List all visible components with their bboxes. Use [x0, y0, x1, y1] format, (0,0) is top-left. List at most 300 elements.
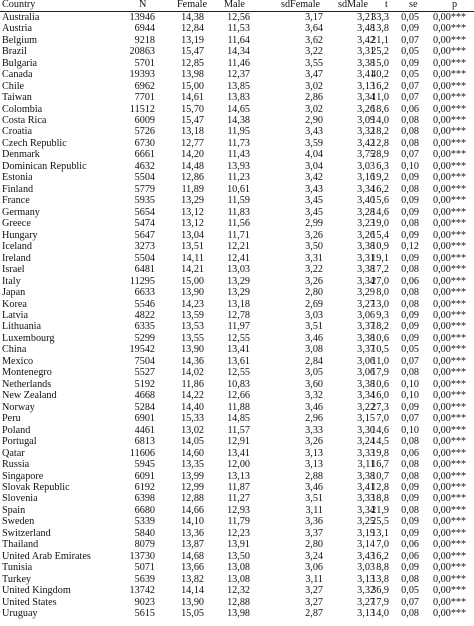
- cell-country: Slovak Republic: [2, 482, 70, 494]
- cell-n: 19393: [129, 69, 155, 81]
- cell-n: 9218: [134, 34, 155, 46]
- cell-se: 0,10: [401, 424, 419, 436]
- cell-sd-male: 3,42: [357, 137, 375, 149]
- table-row: [0, 195, 474, 206]
- cell-country: Portugal: [2, 436, 37, 448]
- cell-sd-male: 3,31: [357, 252, 375, 264]
- cell-se: 0,05: [401, 344, 419, 356]
- cell-p: 0,00***: [433, 550, 467, 562]
- cell-se: 0,09: [401, 401, 419, 413]
- cell-male: 14,38: [227, 115, 250, 127]
- cell-p: 0,00***: [433, 516, 467, 528]
- cell-male: 13,03: [227, 264, 250, 276]
- table-row: [0, 425, 474, 436]
- cell-n: 6944: [134, 23, 155, 35]
- cell-sd-female: 3,47: [305, 69, 323, 81]
- cell-p: 0,00***: [433, 149, 467, 161]
- cell-n: 13946: [129, 11, 155, 23]
- cell-female: 13,90: [181, 596, 204, 608]
- cell-n: 6813: [134, 436, 155, 448]
- table-row: [0, 23, 474, 34]
- cell-n: 5840: [134, 527, 155, 539]
- cell-sd-male: 3,03: [357, 160, 375, 172]
- cell-se: 0,09: [401, 527, 419, 539]
- cell-p: 0,00***: [433, 470, 467, 482]
- cell-sd-male: 3,22: [357, 401, 375, 413]
- header-sd-female: sdFemale: [281, 0, 321, 10]
- table-row: [0, 356, 474, 367]
- cell-p: 0,00***: [433, 298, 467, 310]
- cell-sd-male: 3,43: [357, 550, 375, 562]
- cell-sd-female: 3,31: [305, 252, 323, 264]
- cell-female: 15,47: [181, 46, 204, 58]
- cell-t: 14,0: [371, 608, 389, 620]
- cell-country: Montenegro: [2, 367, 52, 379]
- cell-se: 0,09: [401, 57, 419, 69]
- cell-female: 14,22: [181, 390, 204, 402]
- cell-n: 6901: [134, 413, 155, 425]
- cell-female: 13,82: [181, 573, 204, 585]
- cell-t: 11,0: [371, 92, 389, 104]
- cell-sd-female: 4,04: [305, 149, 323, 161]
- cell-sd-male: 3,11: [357, 459, 375, 471]
- table-row: [0, 471, 474, 482]
- cell-sd-female: 3,22: [305, 46, 323, 58]
- cell-p: 0,00***: [433, 11, 467, 23]
- cell-country: Chile: [2, 80, 25, 92]
- cell-sd-male: 3,28: [357, 206, 375, 218]
- cell-female: 13,53: [181, 321, 204, 333]
- cell-t: 18,6: [371, 103, 389, 115]
- cell-n: 7504: [134, 355, 155, 367]
- cell-sd-female: 3,24: [305, 550, 323, 562]
- cell-se: 0,08: [401, 459, 419, 471]
- cell-sd-male: 3,06: [357, 367, 375, 379]
- cell-country: Lithuania: [2, 321, 42, 333]
- cell-t: 10,5: [371, 344, 389, 356]
- cell-p: 0,00***: [433, 344, 467, 356]
- cell-n: 6009: [134, 115, 155, 127]
- cell-male: 13,08: [227, 562, 250, 574]
- cell-p: 0,00***: [433, 126, 467, 138]
- cell-sd-male: 3,34: [357, 390, 375, 402]
- cell-t: 15,0: [371, 57, 389, 69]
- cell-country: Croatia: [2, 126, 32, 138]
- cell-male: 13,29: [227, 275, 250, 287]
- cell-sd-male: 3,32: [357, 126, 375, 138]
- cell-p: 0,00***: [433, 80, 467, 92]
- table-row: [0, 608, 474, 619]
- cell-t: 14,6: [371, 206, 389, 218]
- cell-t: 14,0: [371, 115, 389, 127]
- cell-country: Switzerland: [2, 527, 51, 539]
- cell-se: 0,09: [401, 562, 419, 574]
- cell-p: 0,00***: [433, 321, 467, 333]
- table-row: [0, 184, 474, 195]
- cell-sd-female: 3,59: [305, 137, 323, 149]
- cell-p: 0,00***: [433, 401, 467, 413]
- cell-male: 13,41: [227, 344, 250, 356]
- cell-n: 6481: [134, 264, 155, 276]
- cell-male: 11,87: [227, 482, 250, 494]
- cell-female: 14,38: [181, 11, 204, 23]
- cell-sd-male: 3,06: [357, 355, 375, 367]
- cell-sd-male: 3,38: [357, 470, 375, 482]
- cell-country: Ireland: [2, 252, 31, 264]
- cell-p: 0,00***: [433, 562, 467, 574]
- cell-n: 5779: [134, 183, 155, 195]
- cell-p: 0,00***: [433, 539, 467, 551]
- table-row: [0, 459, 474, 470]
- cell-sd-male: 3,37: [357, 344, 375, 356]
- cell-se: 0,08: [401, 137, 419, 149]
- table-row: [0, 413, 474, 424]
- cell-t: 17,2: [371, 264, 389, 276]
- cell-n: 6398: [134, 493, 155, 505]
- cell-female: 14,10: [181, 516, 204, 528]
- cell-t: 14,6: [371, 424, 389, 436]
- cell-country: Belgium: [2, 34, 38, 46]
- cell-sd-male: 3,48: [357, 23, 375, 35]
- table-row: [0, 597, 474, 608]
- cell-p: 0,00***: [433, 332, 467, 344]
- cell-sd-female: 3,43: [305, 126, 323, 138]
- cell-se: 0,10: [401, 390, 419, 402]
- cell-sd-male: 3,03: [357, 562, 375, 574]
- cell-female: 12,85: [181, 57, 204, 69]
- cell-female: 13,12: [181, 206, 204, 218]
- cell-p: 0,00***: [433, 264, 467, 276]
- cell-male: 12,23: [227, 527, 250, 539]
- cell-sd-male: 3,06: [357, 309, 375, 321]
- cell-sd-female: 3,02: [305, 103, 323, 115]
- cell-se: 0,08: [401, 573, 419, 585]
- cell-male: 11,53: [227, 23, 250, 35]
- cell-n: 5339: [134, 516, 155, 528]
- table-row: [0, 482, 474, 493]
- cell-female: 13,36: [181, 527, 204, 539]
- cell-n: 13730: [129, 550, 155, 562]
- cell-se: 0,09: [401, 482, 419, 494]
- cell-sd-female: 3,36: [305, 516, 323, 528]
- table-row: [0, 218, 474, 229]
- cell-n: 6192: [134, 482, 155, 494]
- cell-female: 13,35: [181, 459, 204, 471]
- cell-female: 13,66: [181, 562, 204, 574]
- table-row: [0, 207, 474, 218]
- cell-se: 0,08: [401, 287, 419, 299]
- cell-sd-female: 3,51: [305, 321, 323, 333]
- cell-t: 13,8: [371, 573, 389, 585]
- cell-se: 0,09: [401, 23, 419, 35]
- cell-sd-female: 3,13: [305, 447, 323, 459]
- cell-se: 0,05: [401, 69, 419, 81]
- cell-sd-female: 2,69: [305, 298, 323, 310]
- cell-p: 0,00***: [433, 424, 467, 436]
- cell-n: 6091: [134, 470, 155, 482]
- cell-p: 0,00***: [433, 413, 467, 425]
- cell-t: 36,9: [371, 585, 389, 597]
- table-row: [0, 367, 474, 378]
- cell-sd-female: 3,46: [305, 332, 323, 344]
- cell-sd-male: 3,15: [357, 413, 375, 425]
- cell-p: 0,00***: [433, 287, 467, 299]
- cell-country: Peru: [2, 413, 21, 425]
- cell-male: 12,00: [227, 459, 250, 471]
- cell-p: 0,00***: [433, 69, 467, 81]
- cell-p: 0,00***: [433, 367, 467, 379]
- cell-t: 11,0: [371, 355, 389, 367]
- cell-female: 13,98: [181, 69, 204, 81]
- cell-sd-female: 3,60: [305, 378, 323, 390]
- cell-sd-female: 3,50: [305, 241, 323, 253]
- cell-country: Poland: [2, 424, 31, 436]
- cell-n: 20863: [129, 46, 155, 58]
- cell-n: 4461: [134, 424, 155, 436]
- cell-male: 11,23: [227, 172, 250, 184]
- cell-t: 21,9: [371, 504, 389, 516]
- cell-se: 0,08: [401, 504, 419, 516]
- cell-country: Russia: [2, 459, 30, 471]
- cell-p: 0,00***: [433, 390, 467, 402]
- cell-sd-female: 3,05: [305, 367, 323, 379]
- cell-female: 14,40: [181, 401, 204, 413]
- cell-n: 8079: [134, 539, 155, 551]
- cell-female: 13,18: [181, 126, 204, 138]
- cell-t: 10,9: [371, 241, 389, 253]
- cell-p: 0,00***: [433, 115, 467, 127]
- cell-sd-male: 3,26: [357, 103, 375, 115]
- cell-female: 13,87: [181, 539, 204, 551]
- cell-se: 0,07: [401, 149, 419, 161]
- table-row: [0, 390, 474, 401]
- cell-sd-male: 3,27: [357, 596, 375, 608]
- cell-se: 0,07: [401, 355, 419, 367]
- cell-sd-female: 3,51: [305, 493, 323, 505]
- cell-sd-male: 3,09: [357, 115, 375, 127]
- cell-se: 0,09: [401, 195, 419, 207]
- cell-se: 0,08: [401, 298, 419, 310]
- cell-sd-female: 3,11: [305, 573, 323, 585]
- cell-country: United States: [2, 596, 57, 608]
- table-row: [0, 344, 474, 355]
- cell-male: 12,21: [227, 241, 250, 253]
- cell-male: 13,93: [227, 160, 250, 172]
- cell-se: 0,09: [401, 206, 419, 218]
- cell-sd-male: 3,16: [357, 172, 375, 184]
- table-row: [0, 149, 474, 160]
- cell-country: Qatar: [2, 447, 25, 459]
- cell-p: 0,00***: [433, 172, 467, 184]
- table-row: [0, 104, 474, 115]
- cell-sd-female: 3,02: [305, 80, 323, 92]
- cell-se: 0,08: [401, 115, 419, 127]
- cell-t: 16,0: [371, 390, 389, 402]
- table-row: [0, 516, 474, 527]
- cell-t: 28,9: [371, 149, 389, 161]
- table-row: [0, 230, 474, 241]
- cell-n: 5935: [134, 195, 155, 207]
- cell-n: 6730: [134, 137, 155, 149]
- cell-country: Austria: [2, 23, 32, 35]
- cell-t: 8,8: [376, 562, 389, 574]
- cell-male: 12,78: [227, 309, 250, 321]
- cell-n: 5527: [134, 367, 155, 379]
- cell-female: 14,11: [181, 252, 204, 264]
- cell-country: Tunisia: [2, 562, 33, 574]
- cell-country: Australia: [2, 11, 40, 23]
- cell-male: 12,88: [227, 596, 250, 608]
- cell-n: 5654: [134, 206, 155, 218]
- cell-sd-female: 3,43: [305, 183, 323, 195]
- cell-female: 12,86: [181, 172, 204, 184]
- table-row: [0, 92, 474, 103]
- cell-sd-female: 2,88: [305, 470, 323, 482]
- table-row: [0, 35, 474, 46]
- cell-t: 18,8: [371, 493, 389, 505]
- header-t: t: [385, 0, 388, 10]
- cell-female: 15,00: [181, 80, 204, 92]
- cell-sd-female: 3,46: [305, 482, 323, 494]
- cell-sd-male: 3,38: [357, 241, 375, 253]
- cell-p: 0,00***: [433, 482, 467, 494]
- cell-country: Turkey: [2, 573, 32, 585]
- cell-t: 14,5: [371, 436, 389, 448]
- cell-country: Spain: [2, 504, 26, 516]
- cell-t: 17,9: [371, 596, 389, 608]
- cell-male: 13,83: [227, 92, 250, 104]
- cell-country: Finland: [2, 183, 34, 195]
- cell-male: 13,29: [227, 287, 250, 299]
- cell-male: 13,85: [227, 80, 250, 92]
- cell-sd-female: 2,90: [305, 115, 323, 127]
- cell-p: 0,00***: [433, 160, 467, 172]
- cell-n: 5945: [134, 459, 155, 471]
- table-row: [0, 126, 474, 137]
- cell-sd-female: 3,45: [305, 195, 323, 207]
- cell-female: 14,60: [181, 447, 204, 459]
- cell-se: 0,06: [401, 539, 419, 551]
- cell-p: 0,00***: [433, 585, 467, 597]
- cell-female: 13,04: [181, 229, 204, 241]
- cell-se: 0,07: [401, 80, 419, 92]
- cell-se: 0,06: [401, 275, 419, 287]
- table-row: [0, 264, 474, 275]
- cell-sd-male: 3,25: [357, 516, 375, 528]
- cell-t: 13,8: [371, 23, 389, 35]
- cell-se: 0,06: [401, 103, 419, 115]
- cell-n: 4632: [134, 160, 155, 172]
- cell-t: 13,0: [371, 298, 389, 310]
- cell-sd-female: 3,55: [305, 57, 323, 69]
- cell-sd-male: 3,41: [357, 69, 375, 81]
- cell-sd-male: 3,33: [357, 493, 375, 505]
- cell-sd-female: 3,32: [305, 390, 323, 402]
- table-row: [0, 321, 474, 332]
- cell-country: United Kingdom: [2, 585, 71, 597]
- cell-t: 19,0: [371, 218, 389, 230]
- cell-female: 14,21: [181, 264, 204, 276]
- cell-t: 8,0: [376, 287, 389, 299]
- cell-male: 13,61: [227, 355, 250, 367]
- cell-sd-male: 3,41: [357, 482, 375, 494]
- cell-country: Dominican Republic: [2, 160, 87, 172]
- cell-female: 14,02: [181, 367, 204, 379]
- cell-male: 11,79: [227, 516, 250, 528]
- table-body: [0, 12, 474, 620]
- cell-sd-female: 2,87: [305, 608, 323, 620]
- cell-sd-female: 3,45: [305, 206, 323, 218]
- cell-t: 12,8: [371, 482, 389, 494]
- table-row: [0, 333, 474, 344]
- cell-sd-male: 3,30: [357, 424, 375, 436]
- cell-p: 0,00***: [433, 183, 467, 195]
- cell-male: 11,73: [227, 137, 250, 149]
- cell-se: 0,07: [401, 92, 419, 104]
- cell-sd-female: 3,17: [305, 11, 323, 23]
- cell-sd-male: 3,13: [357, 608, 375, 620]
- cell-t: 18,2: [371, 321, 389, 333]
- cell-t: 40,2: [371, 69, 389, 81]
- cell-se: 0,08: [401, 126, 419, 138]
- cell-country: Slovenia: [2, 493, 38, 505]
- cell-t: 15,6: [371, 195, 389, 207]
- cell-sd-female: 3,27: [305, 585, 323, 597]
- cell-male: 11,43: [227, 149, 250, 161]
- cell-male: 12,55: [227, 367, 250, 379]
- cell-male: 11,88: [227, 401, 250, 413]
- cell-t: 9,3: [376, 309, 389, 321]
- cell-se: 0,05: [401, 585, 419, 597]
- cell-country: Sweden: [2, 516, 35, 528]
- cell-female: 14,61: [181, 92, 204, 104]
- cell-sd-male: 3,42: [357, 34, 375, 46]
- cell-p: 0,00***: [433, 309, 467, 321]
- cell-se: 0,06: [401, 447, 419, 459]
- cell-sd-female: 3,33: [305, 424, 323, 436]
- cell-t: 6,3: [376, 160, 389, 172]
- cell-male: 11,83: [227, 206, 250, 218]
- cell-t: 15,4: [371, 229, 389, 241]
- cell-country: Norway: [2, 401, 35, 413]
- cell-female: 13,99: [181, 470, 204, 482]
- cell-sd-female: 3,64: [305, 23, 323, 35]
- cell-sd-male: 3,34: [357, 275, 375, 287]
- cell-country: Thailand: [2, 539, 39, 551]
- cell-t: 19,8: [371, 447, 389, 459]
- table-row: [0, 436, 474, 447]
- cell-female: 13,59: [181, 309, 204, 321]
- cell-n: 5192: [134, 378, 155, 390]
- cell-country: Colombia: [2, 103, 43, 115]
- cell-female: 15,05: [181, 608, 204, 620]
- cell-sd-female: 2,80: [305, 287, 323, 299]
- cell-sd-male: 3,13: [357, 573, 375, 585]
- cell-country: Canada: [2, 69, 33, 81]
- cell-se: 0,08: [401, 608, 419, 620]
- cell-n: 5647: [134, 229, 155, 241]
- cell-country: Taiwan: [2, 92, 32, 104]
- cell-country: China: [2, 344, 27, 356]
- cell-n: 4822: [134, 309, 155, 321]
- cell-t: 13,1: [371, 527, 389, 539]
- cell-sd-female: 3,46: [305, 401, 323, 413]
- cell-male: 12,56: [227, 11, 250, 23]
- cell-country: Greece: [2, 218, 31, 230]
- cell-n: 5726: [134, 126, 155, 138]
- cell-male: 10,61: [227, 183, 250, 195]
- table-row: [0, 161, 474, 172]
